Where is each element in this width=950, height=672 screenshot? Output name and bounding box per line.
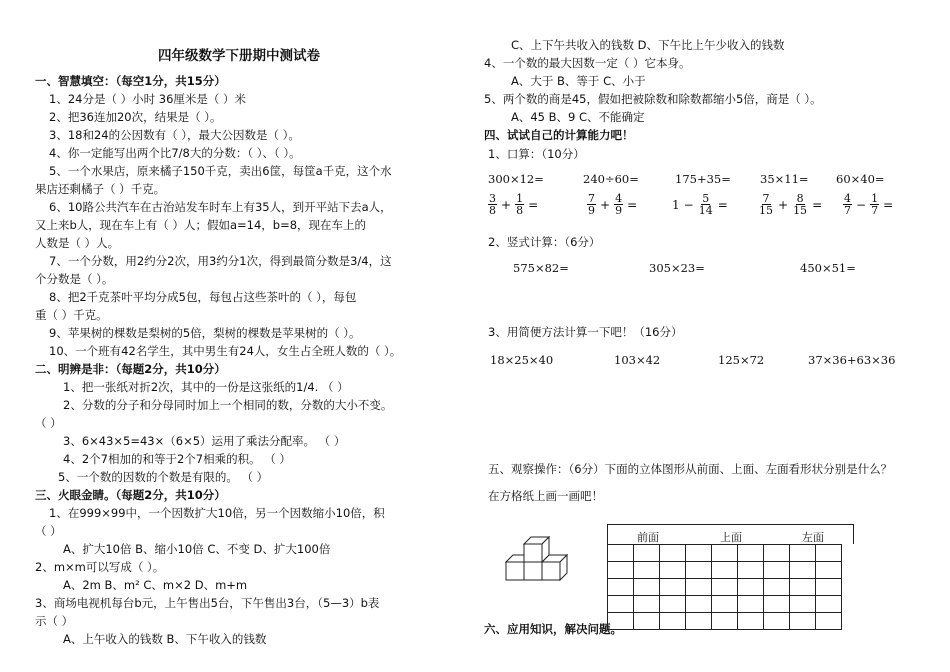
grid-cell [608, 579, 634, 596]
question-line: 2、分数的分子和分母同时加上一个相同的数，分数的大小不变。 [63, 398, 393, 412]
grid-cell [660, 545, 686, 562]
grid-cell [764, 579, 790, 596]
question-line: 2、把36连加20次，结果是（ ）。 [49, 110, 222, 124]
fraction [614, 193, 623, 216]
question-line: 1、口算：（10分） [488, 147, 585, 161]
operator: = [717, 197, 728, 212]
operator: − [683, 197, 694, 212]
grid-cell [816, 562, 842, 579]
question-line: 3、商场电视机每台b元，上午售出5台，下午售出3台，（5—3）b表 [35, 596, 380, 610]
denominator: 14 [698, 204, 713, 217]
question-line: C、上下午共收入的钱数 D、下午比上午少收入的钱数 [511, 38, 785, 52]
oral-calc-item: 60×40= [836, 172, 885, 186]
question-line: 3、6×43×5=43×（6×5）运用了乘法分配率。 （ ） [63, 434, 346, 448]
denominator: 7 [844, 204, 851, 217]
question-line: A、45 B、9 C、不能确定 [511, 110, 645, 124]
question-line: 个分数是（ ）。 [35, 272, 114, 286]
grid-header-front: 前面 [637, 531, 659, 544]
question-line: A、大于 B、等于 C、小于 [511, 74, 646, 88]
oral-calc-item: 35×11= [760, 172, 809, 186]
grid-cell [660, 613, 686, 630]
fraction [870, 193, 879, 216]
oral-calc-item: 240÷60= [583, 172, 639, 186]
oral-calc-item: 300×12= [488, 172, 544, 186]
question-line: 9、苹果树的棵数是梨树的5倍，梨树的棵数是苹果树的（ ）。 [49, 326, 361, 340]
simple-calc-item: 125×72 [718, 353, 765, 367]
denominator: 9 [588, 204, 595, 217]
numerator: 1 [516, 192, 524, 205]
grid-cell [764, 596, 790, 613]
question-line: 3、用简便方法计算一下吧！（16分） [488, 325, 683, 339]
grid-cell [660, 596, 686, 613]
fraction [843, 193, 852, 216]
denominator: 15 [793, 204, 808, 217]
fraction [758, 193, 774, 216]
grid-cell [660, 579, 686, 596]
cube-stack-figure [500, 536, 580, 596]
grid-cell [686, 562, 712, 579]
question-line: 示（ ） [35, 614, 74, 628]
question-line: 6、10路公共汽车在古治站发车时车上有35人，到开平站下去a人， [49, 200, 392, 214]
grid-cell [634, 562, 660, 579]
grid-cell [738, 545, 764, 562]
grid-cell [790, 613, 816, 630]
grid-cell [634, 596, 660, 613]
grid-cell [816, 545, 842, 562]
question-line: 又上来b人，现在车上有（ ）人；假如a=14，b=8，现在车上的 [35, 218, 367, 232]
numerator: 4 [844, 192, 851, 205]
drawing-grid [607, 544, 842, 630]
grid-cell [686, 545, 712, 562]
grid-cell [608, 613, 634, 630]
grid-cell [816, 579, 842, 596]
vertical-calc-item: 575×82= [513, 261, 569, 275]
grid-cell [738, 596, 764, 613]
grid-cell [790, 545, 816, 562]
fraction-calc-item [672, 193, 728, 216]
denominator: 8 [516, 204, 524, 217]
question-line: 7、一个分数，用2约分2次，用3约分1次，得到最简分数是3/4，这 [49, 254, 392, 268]
question-line: （ ） [35, 416, 62, 430]
fraction [587, 193, 596, 216]
grid-cell [712, 596, 738, 613]
grid-header-band [607, 524, 854, 544]
grid-cell [634, 545, 660, 562]
fraction-calc-item [488, 193, 538, 216]
question-line: （ ） [35, 524, 62, 538]
question-line: 重（ ）千克。 [35, 308, 108, 322]
section-heading: 三、火眼金睛。（每题2分，共10分） [35, 488, 226, 502]
grid-cell [712, 579, 738, 596]
operator: + [600, 197, 611, 212]
section-heading: 四、试试自己的计算能力吧！ [484, 128, 634, 142]
numerator: 8 [796, 192, 804, 205]
fraction [698, 193, 714, 216]
operator: − [856, 197, 867, 212]
question-line: 5、一个数的因数的个数是有限的。 （ ） [58, 470, 269, 484]
grid-cell [686, 596, 712, 613]
section-heading: 二、明辨是非：（每题2分，共10分） [35, 362, 226, 376]
simple-calc-item: 103×42 [614, 353, 661, 367]
question-line: 10、一个班有42名学生，其中男生有24人，女生占全班人数的（ ）。 [49, 344, 402, 358]
vertical-calc-item: 305×23= [649, 261, 705, 275]
vertical-calc-item: 450×51= [800, 261, 856, 275]
denominator: 8 [489, 204, 496, 217]
grid-cell [790, 562, 816, 579]
question-line: A、扩大10倍 B、缩小10倍 C、不变 D、扩大100倍 [63, 542, 331, 556]
grid-cell [634, 613, 660, 630]
operator: = [627, 197, 638, 212]
question-line: A、2m B、m² C、m×2 D、m+m [63, 578, 248, 592]
denominator: 15 [759, 204, 773, 217]
question-line: 果店还剩橘子（ ）千克。 [35, 182, 166, 196]
grid-cell [686, 579, 712, 596]
denominator: 9 [615, 204, 623, 217]
operator: + [778, 197, 789, 212]
question-line: A、上午收入的钱数 B、下午收入的钱数 [63, 632, 267, 646]
fraction [488, 193, 497, 216]
numerator: 7 [588, 192, 595, 205]
grid-cell [660, 562, 686, 579]
operator: + [501, 197, 512, 212]
numerator: 5 [702, 192, 710, 205]
operator: = [883, 197, 894, 212]
grid-cell [738, 562, 764, 579]
grid-cell [816, 613, 842, 630]
simple-calc-item: 37×36+63×36 [808, 353, 896, 367]
numerator: 7 [762, 192, 770, 205]
question-line: 五、观察操作：（6分）下面的立体图形从前面、上面、左面看形状分别是什么？ [488, 462, 893, 476]
question-line: 4、一个数的最大因数一定（ ）它本身。 [484, 56, 691, 70]
question-line: 5、两个数的商是45，假如把被除数和除数都缩小5倍，商是（ ）。 [484, 92, 822, 106]
question-line: 5、一个水果店，原来橘子150千克，卖出6筐，每筐a千克，这个水 [49, 164, 392, 178]
question-line: 2、竖式计算：（6分） [488, 235, 601, 249]
grid-cell [738, 579, 764, 596]
grid-cell [712, 545, 738, 562]
question-line: 1、把一张纸对折2次，其中的一份是这张纸的1/4. （ ） [63, 380, 349, 394]
operator: 1 [672, 197, 680, 212]
grid-cell [738, 613, 764, 630]
question-line: 2、m×m可以写成（ ）。 [35, 560, 165, 574]
grid-cell [764, 613, 790, 630]
numerator: 4 [615, 192, 623, 205]
fraction-calc-item [587, 193, 637, 216]
grid-cell [790, 579, 816, 596]
grid-cell [816, 596, 842, 613]
question-line: 人数是（ ）人。 [35, 236, 120, 250]
grid-header-top: 上面 [720, 531, 742, 544]
fraction-calc-item [843, 193, 893, 216]
grid-cell [608, 562, 634, 579]
page-title: 四年级数学下册期中测试卷 [158, 48, 320, 64]
grid-cell [790, 596, 816, 613]
denominator: 7 [871, 204, 879, 217]
grid-cell [712, 613, 738, 630]
operator: = [528, 197, 539, 212]
grid-cell [634, 579, 660, 596]
section-heading: 一、智慧填空：（每空1分，共15分） [35, 74, 226, 88]
question-line: 4、你一定能写出两个比7/8大的分数：（ ）、（ ）。 [49, 146, 301, 160]
numerator: 1 [871, 192, 879, 205]
simple-calc-item: 18×25×40 [490, 353, 554, 367]
fraction [792, 193, 808, 216]
grid-cell [608, 545, 634, 562]
question-line: 3、18和24的公因数有（ ），最大公因数是（ ）。 [49, 128, 300, 142]
section-heading: 六、应用知识，解决问题。 [484, 622, 622, 636]
question-line: 在方格纸上画一画吧！ [488, 489, 603, 503]
question-line: 1、24分是（ ）小时 36厘米是（ ）米 [49, 92, 247, 106]
operator: = [812, 197, 823, 212]
grid-cell [686, 613, 712, 630]
grid-cell [712, 562, 738, 579]
grid-cell [764, 545, 790, 562]
question-line: 8、把2千克茶叶平均分成5包，每包占这些茶叶的（ ），每包 [49, 290, 357, 304]
numerator: 3 [489, 192, 496, 205]
fraction [515, 193, 524, 216]
question-line: 4、2个7相加的和等于2个7相乘的积。 （ ） [63, 452, 291, 466]
grid-cell [608, 596, 634, 613]
oral-calc-item: 175+35= [675, 172, 731, 186]
grid-cell [764, 562, 790, 579]
fraction-calc-item [758, 193, 822, 216]
question-line: 1、在999×99中，一个因数扩大10倍，另一个因数缩小10倍，积 [49, 506, 385, 520]
grid-header-left: 左面 [802, 531, 824, 544]
